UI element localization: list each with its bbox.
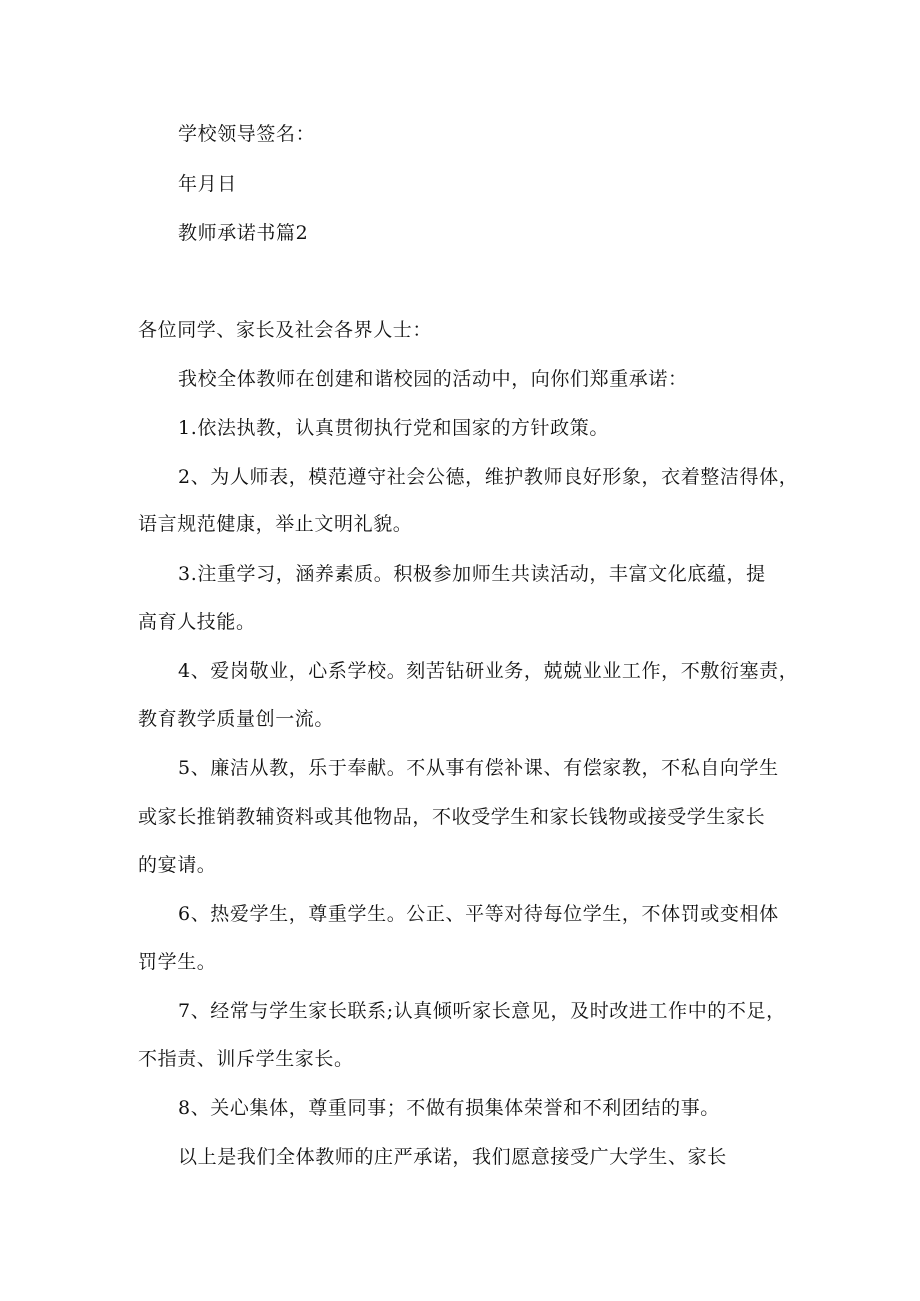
item-5-line-1: 5、廉洁从教，乐于奉献。不从事有偿补课、有偿家教，不私自向学生 (178, 757, 779, 779)
item-7-line-1: 7、经常与学生家长联系;认真倾听家长意见，及时改进工作中的不足， (178, 1000, 786, 1022)
signature-label: 学校领导签名： (178, 123, 316, 145)
item-3-line-2: 高育人技能。 (138, 611, 256, 633)
item-4-line-1: 4、爱岗敬业，心系学校。刻苦钻研业务，兢兢业业工作，不敷衍塞责， (178, 660, 799, 682)
item-6-line-2: 罚学生。 (138, 951, 217, 973)
item-2-line-1: 2、为人师表，模范遵守社会公德，维护教师良好形象，衣着整洁得体， (178, 466, 799, 488)
item-6-line-1: 6、热爱学生，尊重学生。公正、平等对待每位学生，不体罚或变相体 (178, 903, 779, 925)
item-8-line-1: 8、关心集体，尊重同事；不做有损集体荣誉和不利团结的事。 (178, 1097, 720, 1119)
salutation: 各位同学、家长及社会各界人士： (138, 319, 433, 341)
section-title: 教师承诺书篇2 (178, 222, 309, 244)
item-4-line-2: 教育教学质量创一流。 (138, 708, 335, 730)
item-2-line-2: 语言规范健康，举止文明礼貌。 (138, 513, 413, 535)
item-3-line-1: 3.注重学习，涵养素质。积极参加师生共读活动，丰富文化底蕴，提 (178, 563, 766, 585)
date-label: 年月日 (178, 173, 237, 195)
item-5-line-2: 或家长推销教辅资料或其他物品，不收受学生和家长钱物或接受学生家长 (138, 806, 766, 828)
item-5-line-3: 的宴请。 (138, 854, 217, 876)
item-1-line-1: 1.依法执教，认真贯彻执行党和国家的方针政策。 (178, 417, 609, 439)
item-7-line-2: 不指责、训斥学生家长。 (138, 1048, 354, 1070)
closing-paragraph: 以上是我们全体教师的庄严承诺，我们愿意接受广大学生、家长 (178, 1146, 727, 1168)
intro-paragraph: 我校全体教师在创建和谐校园的活动中，向你们郑重承诺： (178, 368, 688, 390)
